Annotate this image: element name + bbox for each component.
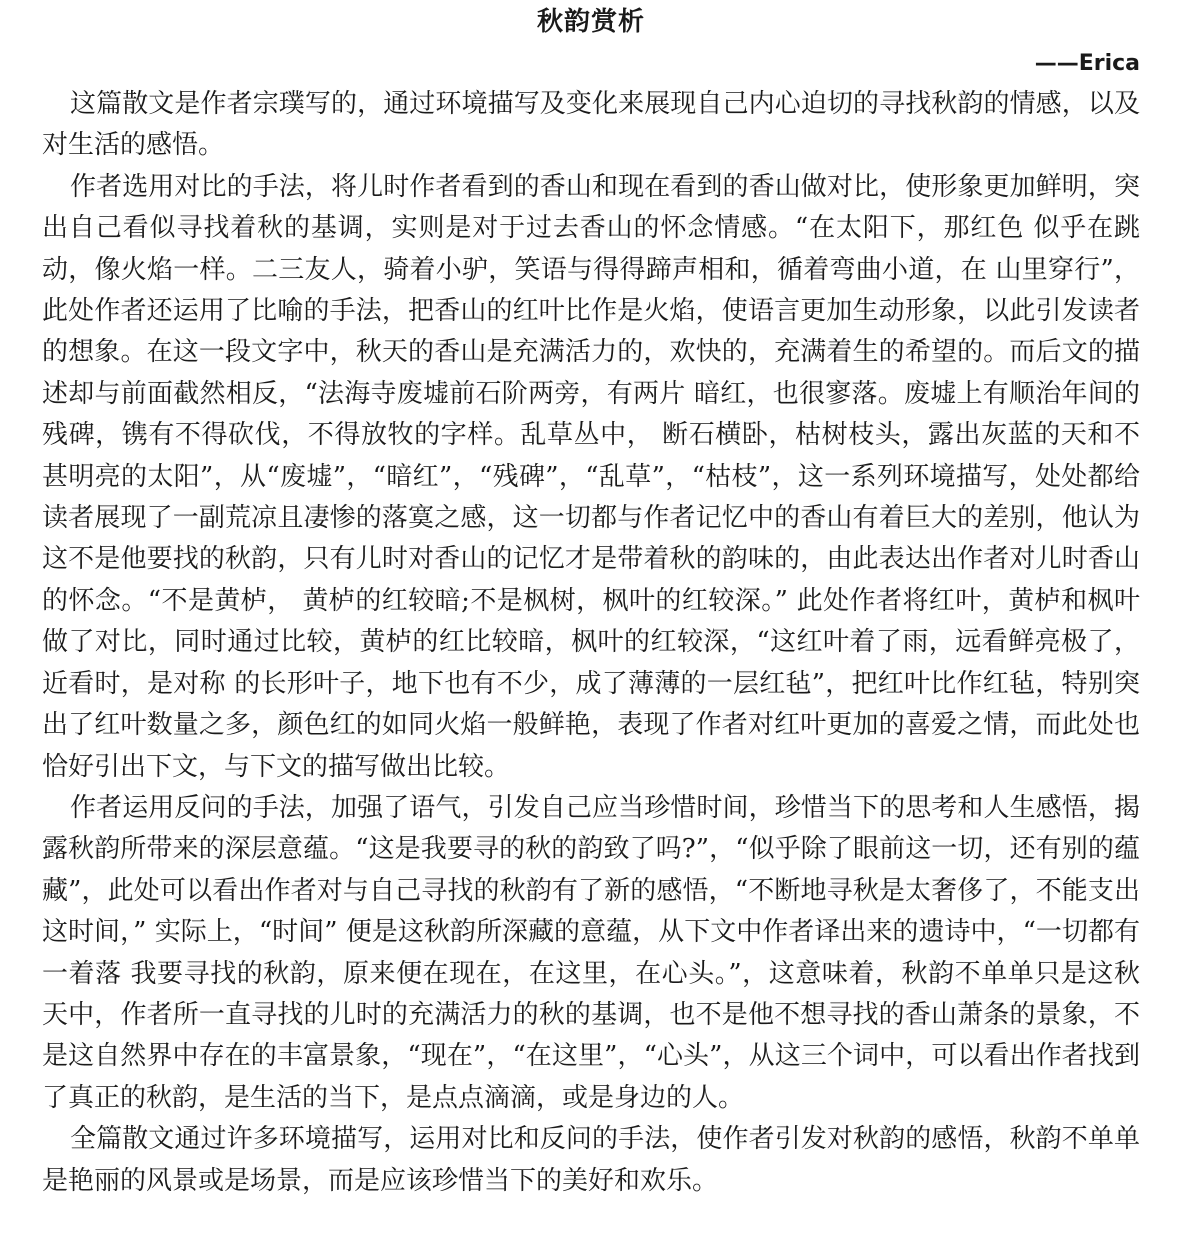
paragraph-3: 作者运用反问的手法，加强了语气，引发自己应当珍惜时间，珍惜当下的思考和人生感悟，揭露秋韵所带来的深层意蕴。“这是我要寻的秋的韵致了吗?”，“似乎除了眼前这一切，还有别的蕴藏”，此处可以看出作者对与自己寻找的秋韵有了新的感悟，“不断地寻秋是太奢侈了，不能支出这时间，” 实际上，“时间” 便是这秋韵所深藏的意蕴，从下文中作者译出来的遗诗中，“一切都有一着落 我要寻找的秋韵，原来便在现在，在这里，在心头。”，这意味着，秋韵不单单只是这秋天中，作者所一直寻找的儿时的充满活力的秋的基调，也不是他不想寻找的香山萧条的景象，不是这自然界中存在的丰富景象，“现在”，“在这里”，“心头”，从这三个词中，可以看出作者找到了真正的秋韵，是生活的当下，是点点滴滴，或是身边的人。 bbox=[42, 792, 1140, 1113]
paragraph-2: 作者选用对比的手法，将儿时作者看到的香山和现在看到的香山做对比，使形象更加鲜明，突出自己看似寻找着秋的基调，实则是对于过去香山的怀念情感。“在太阳下，那红色 似乎在跳动，像火焰一样。二三友人，骑着小驴，笑语与得得蹄声相和，循着弯曲小道，在 山里穿行”，此处作者还运用了比喻的手法，把香山的红叶比作是火焰，使语言更加生动形象，以此引发读者的想象。在这一段文字中，秋天的香山是充满活力的，欢快的，充满着生的希望的。而后文的描述却与前面截然相反，“法海寺废墟前石阶两旁，有两片 暗红，也很寥落。废墟上有顺治年间的残碑，镌有不得砍伐，不得放牧的字样。乱草丛中， 断石横卧，枯树枝头，露出灰蓝的天和不甚明亮的太阳”，从“废墟”，“暗红”，“残碑”，“乱草”，“枯枝”，这一系列环境描写，处处都给读者展现了一副荒凉且凄惨的落寞之感，这一切都与作者记忆中的香山有着巨大的差别，他认为这不是他要找的秋韵，只有儿时对香山的记忆才是带着秋的韵味的，由此表达出作者对儿时香山的怀念。“不是黄栌， 黄栌的红较暗;不是枫树，枫叶的红较深。” 此处作者将红叶，黄栌和枫叶做了对比，同时通过比较，黄栌的红比较暗，枫叶的红较深，“这红叶着了雨，远看鲜亮极了，近看时，是对称 的长形叶子，地下也有不少，成了薄薄的一层红毡”，把红叶比作红毡，特别突出了红叶数量之多，颜色红的如同火焰一般鲜艳，表现了作者对红叶更加的喜爱之情，而此处也恰好引出下文，与下文的描写做出比较。 bbox=[42, 171, 1140, 782]
paragraph-1: 这篇散文是作者宗璞写的，通过环境描写及变化来展现自己内心迫切的寻找秋韵的情感，以及对生活的感悟。 bbox=[42, 89, 1140, 161]
paragraph-4: 全篇散文通过许多环境描写，运用对比和反问的手法，使作者引发对秋韵的感悟，秋韵不单单是艳丽的风景或是场景，而是应该珍惜当下的美好和欢乐。 bbox=[42, 1124, 1140, 1196]
document-page bbox=[42, 0, 1140, 1202]
document-author: ——Erica bbox=[1034, 51, 1140, 76]
document-title: 秋韵赏析 bbox=[536, 7, 645, 37]
